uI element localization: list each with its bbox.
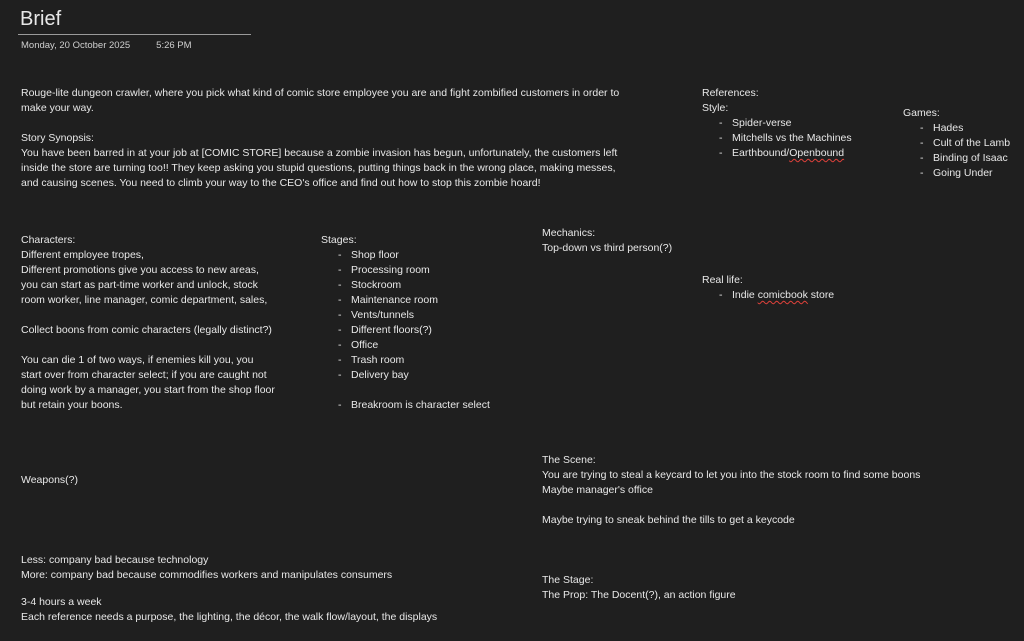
list-item: - Trash room [321,353,521,368]
themes-less: Less: company bad because technology [21,554,209,566]
list-item [702,146,892,161]
page-metadata [21,38,192,53]
themes-more: More: company bad because commodifies workers and manipulates consumers [21,569,393,581]
reallife-store: store [807,289,835,301]
list-item: - Delivery bay [321,368,521,383]
list-item: - Different floors(?) [321,323,521,338]
list-item: - Maintenance room [321,293,521,308]
style-list [702,116,892,161]
intro-text: Rouge-lite dungeon crawler, where you pick what kind of comic store employee you are and fight zombified customers in order to make your way. [21,87,620,114]
style-heading: Style: [702,102,729,114]
list-item: - Breakroom is character select [321,398,521,413]
list-item: - Binding of Isaac [903,151,1023,166]
reallife-list [702,288,902,303]
list-item: - Hades [903,121,1023,136]
characters-death: You can die 1 of two ways, if enemies kill you, you start over from character select; if you are caught not doing work by a manager, you start from the shop floor but retain your boons. [21,354,275,411]
list-item: - Vents/tunnels [321,308,521,323]
characters-outline[interactable] [21,233,276,413]
characters-promotions: Different promotions give you access to new areas, you can start as part-time worker and unlock, stock room worker, line manager, comic department, sales, [21,264,268,306]
games-outline[interactable] [903,106,1023,181]
list-item: - Cult of the Lamb [903,136,1023,151]
spellcheck-word: Openbound [789,147,845,159]
games-list [903,121,1023,181]
references-outline[interactable] [702,86,892,161]
scene-heading: The Scene: [542,454,596,466]
list-item: - Stockroom [321,278,521,293]
reallife-heading: Real life: [702,274,743,286]
characters-boons: Collect boons from comic characters (legally distinct?) [21,324,272,336]
scene-manager-office: Maybe manager's office [542,484,653,496]
stages-heading: Stages: [321,234,357,246]
stages-outline[interactable] [321,233,521,413]
schedule-purpose: Each reference needs a purpose, the lighting, the décor, the walk flow/layout, the displays [21,611,438,623]
mechanics-heading: Mechanics: [542,227,596,239]
stage-outline[interactable] [542,573,842,603]
synopsis-text: You have been barred in at your job at [COMIC STORE] because a zombie invasion has begun, unfortunately, the customers left inside the store are turning too!! They keep asking you stupid questions, putting things back in the wrong place, making messes, and causing scenes. You need to climb your way to the CEO's office and find out how to stop this zombie hoard! [21,147,618,189]
themes-outline[interactable] [21,553,501,583]
reallife-indie: Indie [732,289,758,301]
mechanics-outline[interactable] [542,226,742,256]
references-heading: References: [702,87,759,99]
weapons-outline[interactable] [21,473,78,488]
mechanics-text: Top-down vs third person(?) [542,242,673,254]
stages-list [321,248,521,383]
style-earthbound: Earthbound/ [732,147,790,159]
weapons-text: Weapons(?) [21,474,79,486]
list-item [702,288,902,303]
page-date: Monday, 20 October 2025 [21,40,131,51]
stages-extra-list [321,398,521,413]
characters-tropes: Different employee tropes, [21,249,144,261]
schedule-hours: 3-4 hours a week [21,596,102,608]
scene-keycard: You are trying to steal a keycard to let you into the stock room to find some boons [542,469,921,481]
page-title[interactable]: Brief [20,8,62,30]
games-heading: Games: [903,107,940,119]
intro-outline[interactable] [21,86,621,191]
scene-outline[interactable] [542,453,1012,528]
list-item: - Mitchells vs the Machines [702,131,892,146]
list-item: - Shop floor [321,248,521,263]
reallife-outline[interactable] [702,273,902,303]
stage-heading: The Stage: [542,574,594,586]
list-item: - Spider-verse [702,116,892,131]
list-item: - Processing room [321,263,521,278]
list-item: - Office [321,338,521,353]
title-underline [18,34,251,35]
characters-heading: Characters: [21,234,76,246]
stage-prop: The Prop: The Docent(?), an action figure [542,589,736,601]
page-time: 5:26 PM [156,40,192,51]
list-item: - Going Under [903,166,1023,181]
synopsis-heading: Story Synopsis: [21,132,94,144]
spellcheck-word: comicbook [757,289,808,301]
schedule-outline[interactable] [21,595,511,625]
scene-tills: Maybe trying to sneak behind the tills to get a keycode [542,514,795,526]
